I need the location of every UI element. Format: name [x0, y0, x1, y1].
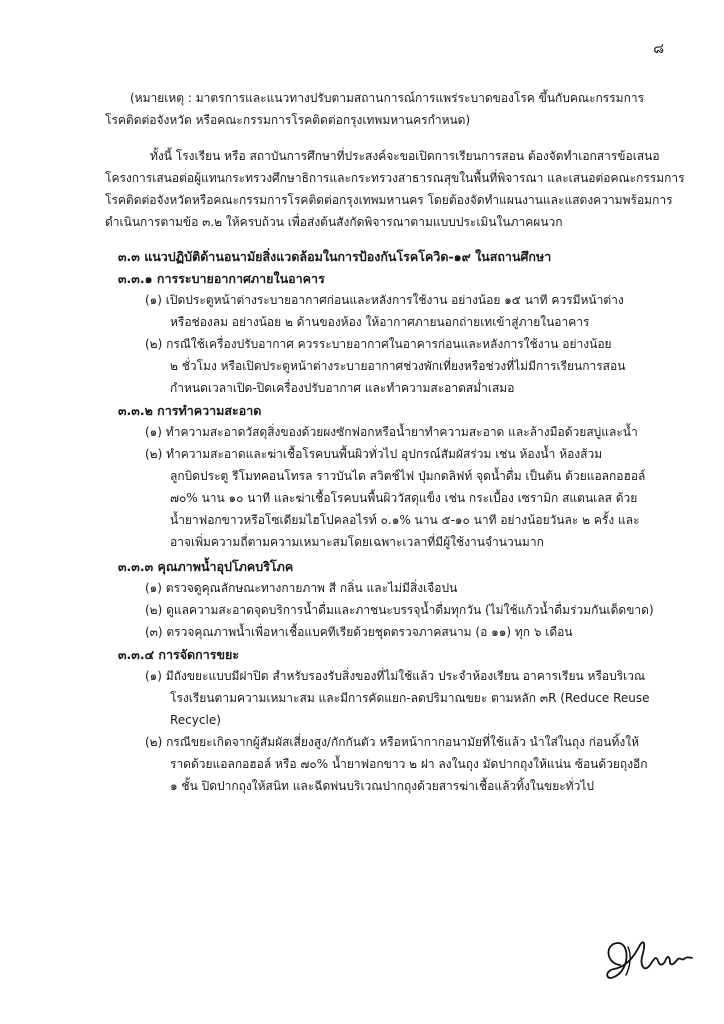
- list-item: (๑) ทำความสะอาดวัสดุสิ่งของด้วยผงซักฟอกหรือน้ำยาทำความสะอาด และล้างมือด้วยสบู่และน้ำ: [145, 425, 638, 439]
- note-line-1: (หมายเหตุ : มาตรการและแนวทางปรับตามสถานการณ์การแพร่ระบาดของโรค ขึ้นกับคณะกรรมการ: [130, 91, 645, 105]
- list-item: (๒) ดูแลความสะอาดจุดบริการน้ำดื่มและภาชนะบรรจุน้ำดื่มทุกวัน (ไม่ใช้แก้วน้ำดื่มร่วมกันเด็ดขาด): [145, 603, 654, 617]
- subsection-heading-ventilation: ๓.๓.๑ การระบายอากาศภายในอาคาร: [118, 271, 325, 286]
- list-item-continued: ๗๐% นาน ๑๐ นาที และฆ่าเชื้อโรคบนพื้นผิววัสดุแข็ง เช่น กระเบื้อง เซรามิก สแตนเลส ด้วย: [170, 491, 638, 505]
- section-heading: ๓.๓ แนวปฏิบัติด้านอนามัยสิ่งแวดล้อมในการป้องกันโรคโควิด-๑๙ ในสถานศึกษา: [118, 249, 552, 264]
- list-item-continued: ลูกบิดประตู รีโมทคอนโทรล ราวบันได สวิตช์ไฟ ปุ่มกดลิฟท์ จุดน้ำดื่ม เป็นต้น ด้วยแอลกอฮอล์: [170, 469, 646, 483]
- intro-line-2: โครงการเสนอต่อผู้แทนกระทรวงศึกษาธิการและกระทรวงสาธารณสุขในพื้นที่พิจารณา และเสนอต่อคณะกรรมการ: [105, 171, 685, 185]
- list-item: (๑) ตรวจดูคุณลักษณะทางกายภาพ สี กลิ่น และไม่มีสิ่งเจือปน: [145, 581, 458, 595]
- list-item-continued: โรงเรียนตามความเหมาะสม และมีการคัดแยก-ลดปริมาณขยะ ตามหลัก ๓R (Reduce Reuse: [170, 691, 650, 705]
- list-item-continued: ๑ ชั้น ปิดปากถุงให้สนิท และฉีดพ่นบริเวณปากถุงด้วยสารฆ่าเชื้อแล้วทิ้งในขยะทั่วไป: [170, 779, 594, 793]
- list-item: (๒) ทำความสะอาดและฆ่าเชื้อโรคบนพื้นผิวทั่วไป อุปกรณ์สัมผัสร่วม เช่น ห้องน้ำ ห้องส้วม: [145, 447, 603, 461]
- intro-line-3: โรคติดต่อจังหวัดหรือคณะกรรมการโรคติดต่อกรุงเทพมหานคร โดยต้องจัดทำแผนงานและแสดงความพร้อมการ: [105, 193, 673, 207]
- list-item: (๑) เปิดประตูหน้าต่างระบายอากาศก่อนและหลังการใช้งาน อย่างน้อย ๑๕ นาที ควรมีหน้าต่าง: [145, 293, 624, 307]
- subsection-heading-water-quality: ๓.๓.๓ คุณภาพน้ำอุปโภคบริโภค: [118, 559, 294, 574]
- list-item: (๓) ตรวจคุณภาพน้ำเพื่อหาเชื้อแบคทีเรียด้วยชุดตรวจภาคสนาม (อ ๑๑) ทุก ๖ เดือน: [145, 625, 573, 639]
- list-item-continued: ราดด้วยแอลกอฮอล์ หรือ ๗๐% น้ำยาฟอกขาว ๒ ฝา ลงในถุง มัดปากถุงให้แน่น ซ้อนด้วยถุงอีก: [170, 757, 648, 771]
- intro-line-4: ดำเนินการตามข้อ ๓.๒ ให้ครบถ้วน เพื่อส่งต้นสังกัดพิจารณาตามแบบประเมินในภาคผนวก: [105, 215, 563, 229]
- list-item-continued: หรือช่องลม อย่างน้อย ๒ ด้านของห้อง ให้อากาศภายนอกถ่ายเทเข้าสู่ภายในอาคาร: [170, 315, 590, 329]
- list-item-continued: Recycle): [170, 713, 221, 727]
- list-item-continued: น้ำยาฟอกขาวหรือโซเดียมไฮโปคลอไรท์ ๐.๑% นาน ๕-๑๐ นาที อย่างน้อยวันละ ๒ ครั้ง และ: [170, 513, 640, 527]
- list-item: (๒) กรณีขยะเกิดจากผู้สัมผัสเสี่ยงสูง/กักกันตัว หรือหน้ากากอนามัยที่ใช้แล้ว นำใส่ในถุง ก่อนทิ้งให้: [145, 735, 639, 749]
- page-number: ๘: [653, 41, 664, 57]
- handwritten-signature-icon: [600, 935, 700, 985]
- list-item: (๑) มีถังขยะแบบมีฝาปิด สำหรับรองรับสิ่งของที่ไม่ใช้แล้ว ประจำห้องเรียน อาคารเรียน หรือบริเวณ: [145, 669, 646, 683]
- subsection-heading-waste: ๓.๓.๔ การจัดการขยะ: [118, 647, 240, 662]
- list-item-continued: กำหนดเวลาเปิด-ปิดเครื่องปรับอากาศ และทำความสะอาดสม่ำเสมอ: [170, 381, 515, 395]
- subsection-heading-cleaning: ๓.๓.๒ การทำความสะอาด: [118, 403, 262, 418]
- note-line-2: โรคติดต่อจังหวัด หรือคณะกรรมการโรคติดต่อกรุงเทพมหานครกำหนด): [105, 113, 471, 127]
- list-item: (๒) กรณีใช้เครื่องปรับอากาศ ควรระบายอากาศในอาคารก่อนและหลังการใช้งาน อย่างน้อย: [145, 337, 612, 351]
- list-item-continued: ๒ ชั่วโมง หรือเปิดประตูหน้าต่างระบายอากาศช่วงพักเที่ยงหรือช่วงที่ไม่มีการเรียนการสอน: [170, 359, 626, 373]
- intro-line-1: ทั้งนี้ โรงเรียน หรือ สถาบันการศึกษาที่ประสงค์จะขอเปิดการเรียนการสอน ต้องจัดทำเอกสารข้อเสนอ: [150, 149, 660, 163]
- list-item-continued: อาจเพิ่มความถี่ตามความเหมาะสมโดยเฉพาะเวลาที่มีผู้ใช้งานจำนวนมาก: [170, 535, 544, 549]
